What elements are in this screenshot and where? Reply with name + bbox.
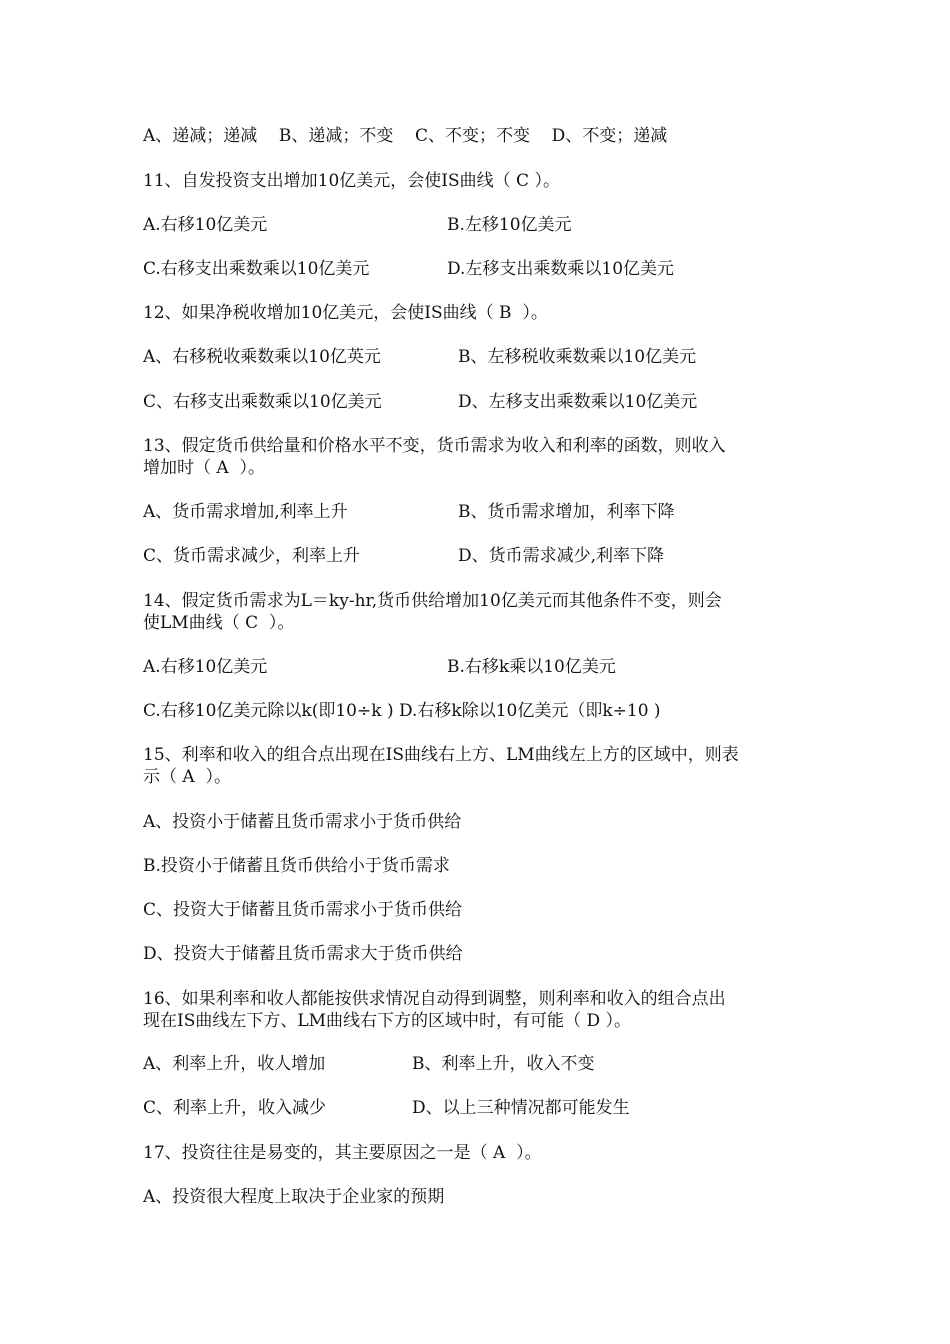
q13-option-d: D、货币需求减少,利率下降	[458, 546, 665, 566]
q14-option-a: A.右移10亿美元	[143, 657, 268, 677]
q12-option-c: C、右移支出乘数乘以10亿美元	[143, 392, 382, 412]
q16-option-b: B、利率上升，收入不变	[412, 1054, 595, 1074]
question-16-line-2: 现在IS曲线左下方、LM曲线右下方的区域中时，有可能（ D ）。	[143, 1011, 631, 1031]
q11-option-c: C.右移支出乘数乘以10亿美元	[143, 259, 370, 279]
q14-option-b: B.右移k乘以10亿美元	[447, 657, 616, 677]
q12-option-b: B、左移税收乘数乘以10亿美元	[458, 347, 697, 367]
question-13-line-1: 13、假定货币供给量和价格水平不变，货币需求为收入和利率的函数，则收入	[143, 436, 726, 456]
q15-option-d: D、投资大于储蓄且货币需求大于货币供给	[143, 944, 463, 964]
q11-option-a: A.右移10亿美元	[143, 215, 268, 235]
q16-option-d: D、以上三种情况都可能发生	[412, 1098, 630, 1118]
question-11: 11、自发投资支出增加10亿美元，会使IS曲线（ C ）。	[143, 171, 560, 191]
q15-option-a: A、投资小于储蓄且货币需求小于货币供给	[143, 812, 462, 832]
question-12: 12、如果净税收增加10亿美元，会使IS曲线（ B ）。	[143, 303, 548, 323]
q12-option-a: A、右移税收乘数乘以10亿英元	[143, 347, 381, 367]
question-13-line-2: 增加时（ A ）。	[143, 458, 265, 478]
q11-option-d: D.左移支出乘数乘以10亿美元	[447, 259, 675, 279]
q14-options-c-d: C.右移10亿美元除以k(即10÷k ) D.右移k除以10亿美元（即k÷10 )	[143, 701, 661, 721]
q15-option-b: B.投资小于储蓄且货币供给小于货币需求	[143, 856, 450, 876]
q10-options: A、递减；递减 B、递减；不变 C、不变；不变 D、不变；递减	[143, 126, 668, 146]
q17-option-a: A、投资很大程度上取决于企业家的预期	[143, 1187, 445, 1207]
question-14-line-2: 使LM曲线（ C ）。	[143, 613, 295, 633]
q12-option-d: D、左移支出乘数乘以10亿美元	[458, 392, 698, 412]
question-15-line-1: 15、利率和收入的组合点出现在IS曲线右上方、LM曲线左上方的区域中，则表	[143, 745, 739, 765]
question-15-line-2: 示（ A ）。	[143, 767, 231, 787]
question-14-line-1: 14、假定货币需求为L＝ky-hr,货币供给增加10亿美元而其他条件不变，则会	[143, 591, 722, 611]
q15-option-c: C、投资大于储蓄且货币需求小于货币供给	[143, 900, 463, 920]
q11-option-b: B.左移10亿美元	[447, 215, 572, 235]
q16-option-c: C、利率上升，收入减少	[143, 1098, 327, 1118]
q16-option-a: A、利率上升，收人增加	[143, 1054, 326, 1074]
question-16-line-1: 16、如果利率和收人都能按供求情况自动得到调整，则利率和收入的组合点出	[143, 989, 726, 1009]
q13-option-a: A、货币需求增加,利率上升	[143, 502, 348, 522]
q13-option-b: B、货币需求增加，利率下降	[458, 502, 675, 522]
q13-option-c: C、货币需求减少，利率上升	[143, 546, 361, 566]
question-17: 17、投资往往是易变的，其主要原因之一是（ A ）。	[143, 1143, 542, 1163]
